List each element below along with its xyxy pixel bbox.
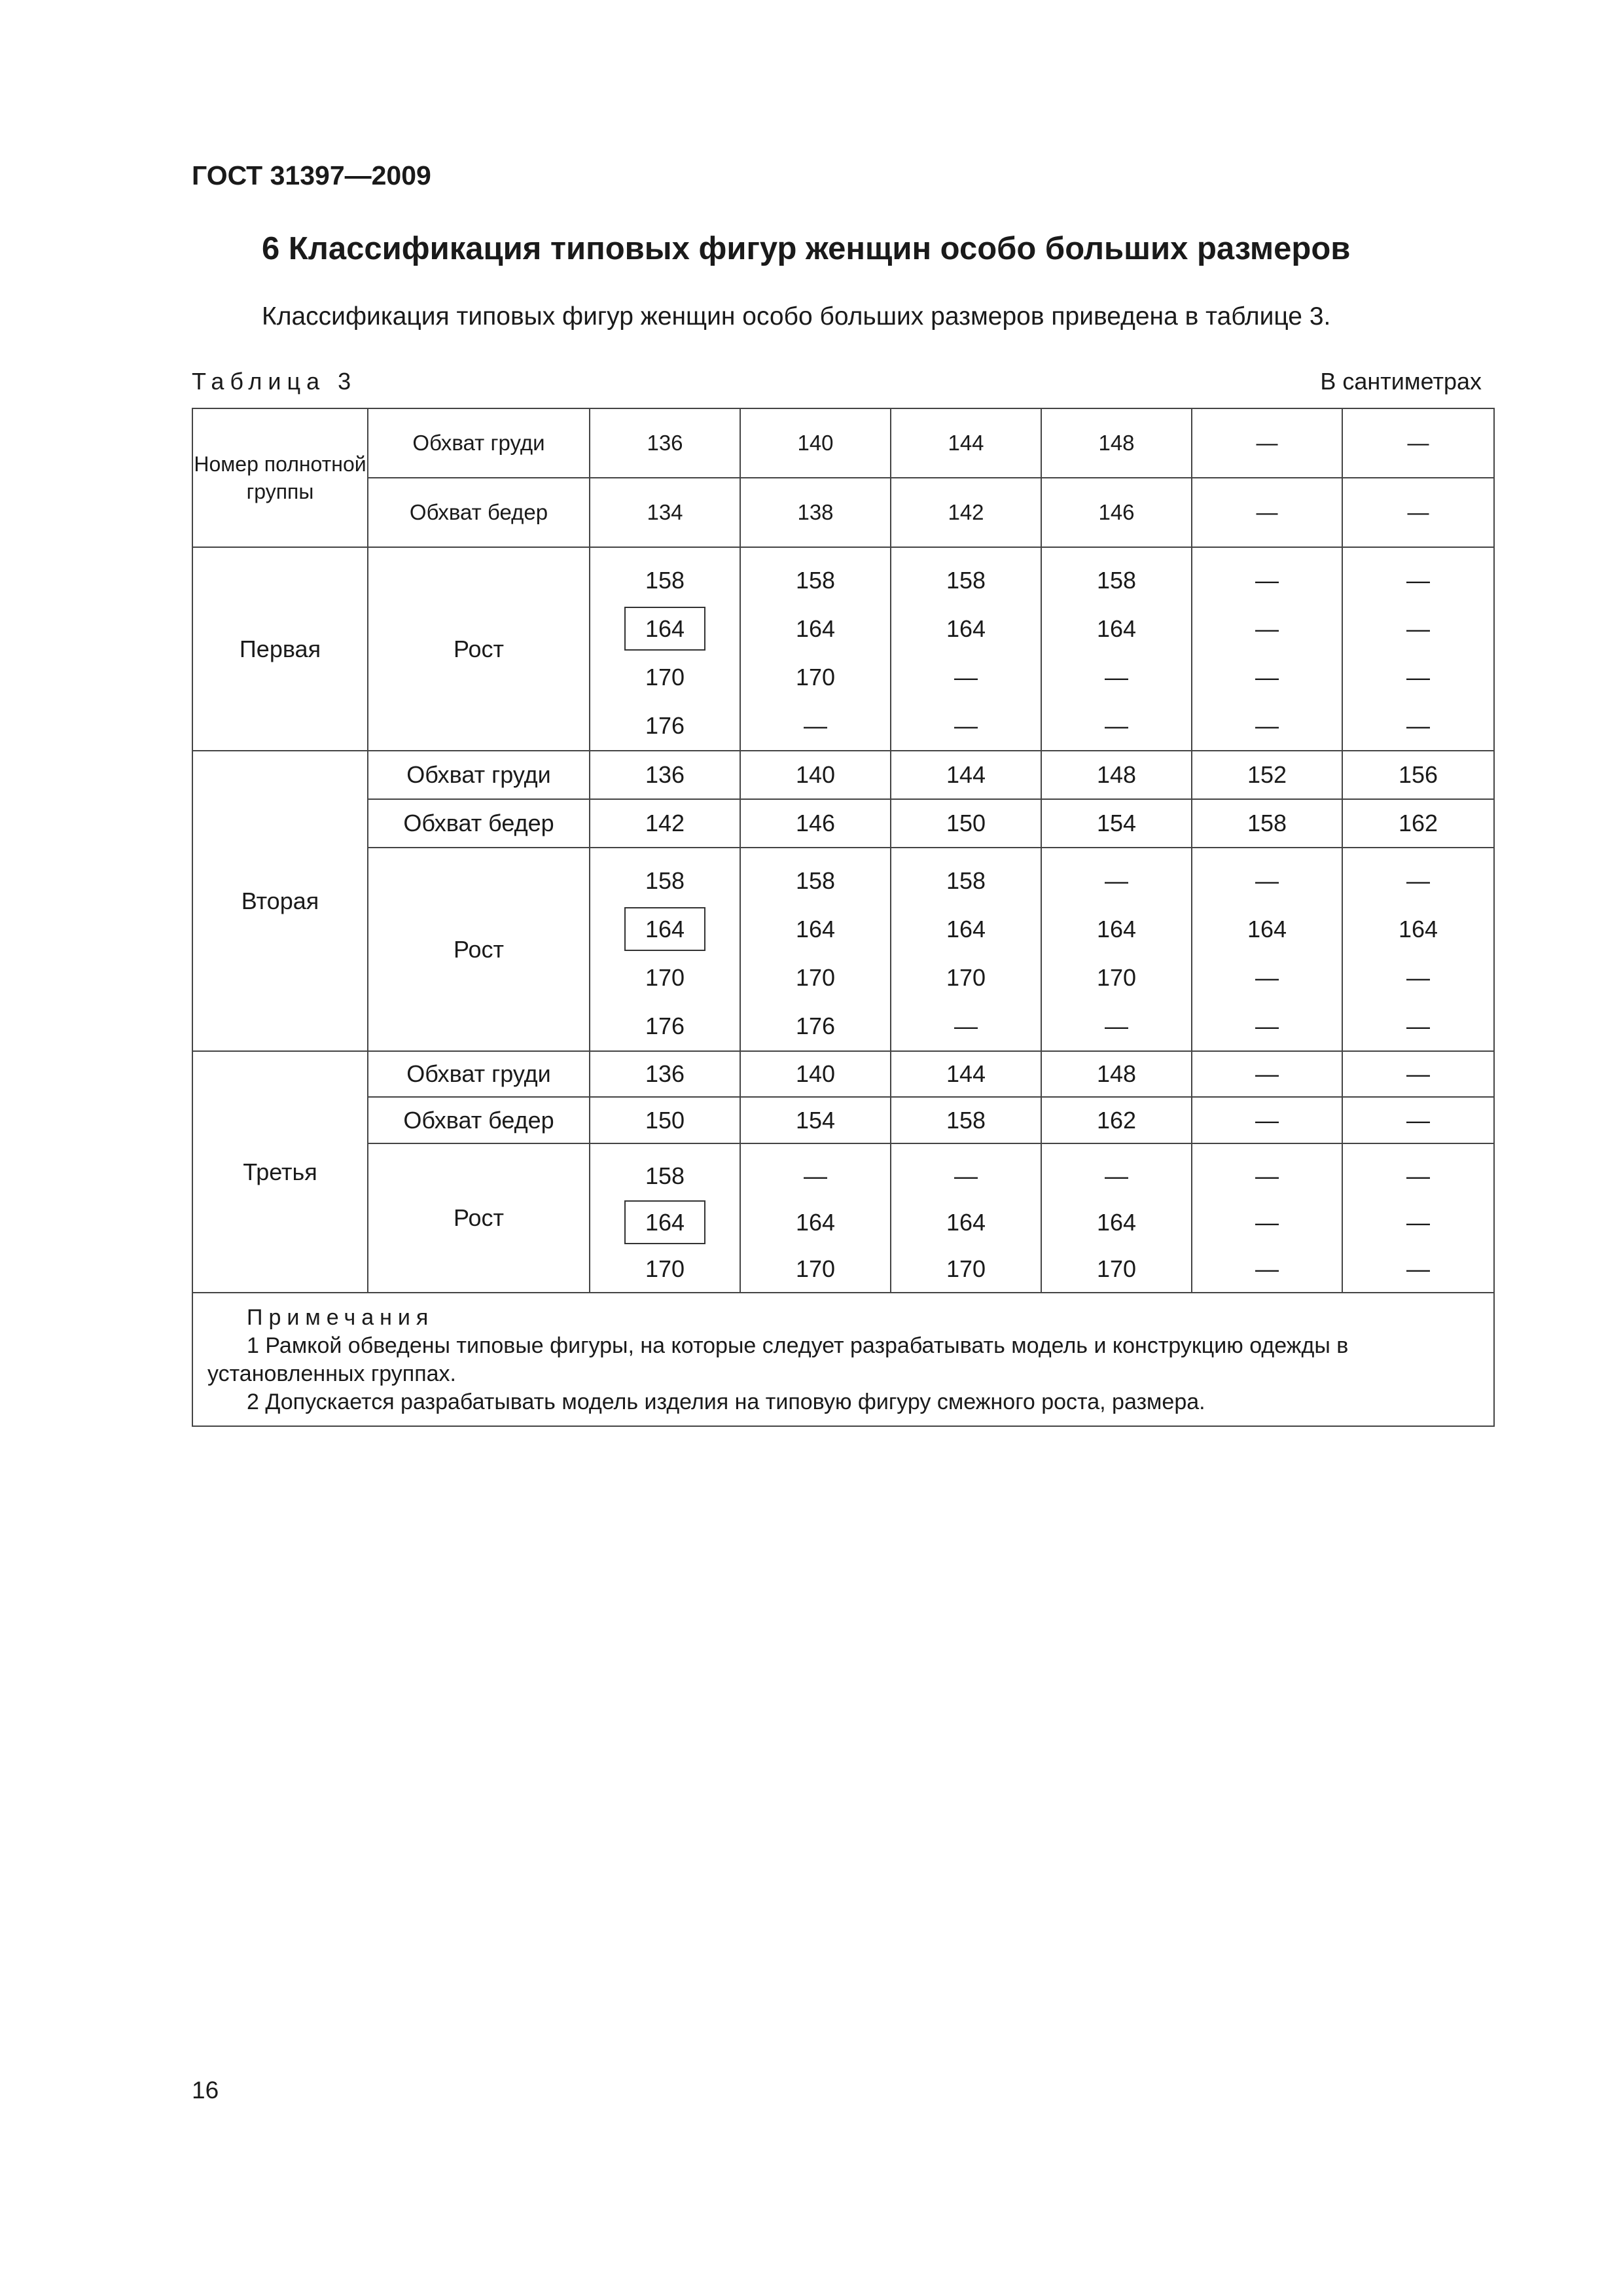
- hip-cell: —: [1192, 1097, 1342, 1143]
- header-chest-cell: 144: [891, 408, 1041, 478]
- hip-label: Обхват бедер: [368, 1097, 590, 1143]
- chest-cell: 144: [891, 751, 1041, 799]
- group-row-second-heights: [192, 848, 1494, 1051]
- height-value: —: [1105, 712, 1128, 739]
- height-value: —: [954, 664, 978, 691]
- height-value: 164: [1096, 615, 1137, 642]
- header-hip-cell: 138: [740, 478, 891, 547]
- height-value: 164: [946, 916, 986, 942]
- chest-cell: 148: [1041, 1051, 1192, 1097]
- header-chest-cell: —: [1192, 408, 1342, 478]
- height-value: —: [1406, 712, 1430, 739]
- note-item: 2 Допускается разрабатывать модель изделия на типовую фигуру смежного роста, размера.: [247, 1390, 1205, 1414]
- height-value: —: [1406, 567, 1430, 594]
- height-column: [740, 1143, 891, 1293]
- group-row-first: [192, 547, 1494, 751]
- height-value: —: [1255, 1013, 1279, 1039]
- height-column: [891, 848, 1041, 1051]
- height-value: 158: [946, 867, 986, 894]
- height-column: [590, 547, 740, 751]
- page-number: 16: [192, 2077, 219, 2104]
- height-value: 170: [946, 1255, 986, 1282]
- header-hip-cell: —: [1192, 478, 1342, 547]
- height-value: 176: [645, 712, 685, 739]
- hip-cell: 154: [1041, 799, 1192, 848]
- height-value: 170: [795, 1255, 836, 1282]
- hip-cell: —: [1342, 1097, 1494, 1143]
- height-value: 170: [795, 964, 836, 991]
- height-value: 164: [795, 916, 836, 942]
- header-hip-cell: 146: [1041, 478, 1192, 547]
- height-value: —: [804, 712, 827, 739]
- hip-cell: 142: [590, 799, 740, 848]
- height-value-boxed: 164: [590, 1199, 740, 1246]
- height-value: 164: [1247, 916, 1287, 942]
- header-chest-cell: 148: [1041, 408, 1192, 478]
- header-hip-cell: —: [1342, 478, 1494, 547]
- hip-label: Обхват бедер: [368, 799, 590, 848]
- document-code: ГОСТ 31397—2009: [192, 160, 431, 190]
- hip-cell: 158: [891, 1097, 1041, 1143]
- height-value: 170: [645, 964, 685, 991]
- height-column: [740, 547, 891, 751]
- height-value: 170: [645, 664, 685, 691]
- hip-cell: 146: [740, 799, 891, 848]
- height-column: [891, 1143, 1041, 1293]
- height-value: —: [1255, 664, 1279, 691]
- chest-label: Обхват груди: [368, 751, 590, 799]
- size-classification-table: [192, 408, 1495, 1427]
- height-value: 164: [1398, 916, 1438, 942]
- height-value: 158: [1096, 567, 1137, 594]
- height-value: —: [1105, 867, 1128, 894]
- height-value-boxed: 164: [590, 905, 740, 954]
- notes-row: [192, 1293, 1494, 1426]
- height-column: [1342, 1143, 1494, 1293]
- note-item: 1 Рамкой обведены типовые фигуры, на которые следует разрабатывать модель и конструкцию одежды в установленных группах.: [207, 1333, 1349, 1386]
- height-value: 170: [1096, 1255, 1137, 1282]
- height-value: 164: [1096, 916, 1137, 942]
- height-value: —: [954, 1013, 978, 1039]
- header-chest-cell: 140: [740, 408, 891, 478]
- height-column: [1041, 848, 1192, 1051]
- height-column: [1041, 1143, 1192, 1293]
- height-column: [1342, 848, 1494, 1051]
- height-value: —: [1255, 1255, 1279, 1282]
- header-group-label: Номер полнотной группы: [192, 408, 368, 547]
- chest-cell: 136: [590, 751, 740, 799]
- height-value: —: [1255, 712, 1279, 739]
- height-value: 164: [795, 1209, 836, 1236]
- height-value: 164: [795, 615, 836, 642]
- table-units: В сантиметрах: [1320, 368, 1482, 395]
- height-column: [1192, 848, 1342, 1051]
- notes-heading: Примечания: [247, 1305, 435, 1330]
- height-value: 158: [946, 567, 986, 594]
- height-value-boxed: 164: [590, 605, 740, 653]
- chest-cell: 136: [590, 1051, 740, 1097]
- height-value: 158: [645, 867, 685, 894]
- height-value: —: [1255, 964, 1279, 991]
- height-value: —: [1406, 867, 1430, 894]
- height-value: —: [1406, 664, 1430, 691]
- chest-label: Обхват груди: [368, 1051, 590, 1097]
- group-name: Третья: [192, 1051, 368, 1293]
- intro-paragraph: Классификация типовых фигур женщин особо больших размеров приведена в таблице 3.: [262, 302, 1331, 331]
- height-value: —: [954, 1162, 978, 1189]
- chest-cell: 156: [1342, 751, 1494, 799]
- group-row-third-heights: [192, 1143, 1494, 1293]
- hip-cell: 162: [1342, 799, 1494, 848]
- height-column: [1192, 547, 1342, 751]
- chest-cell: 148: [1041, 751, 1192, 799]
- height-value: —: [1406, 1162, 1430, 1189]
- height-value: 158: [645, 567, 685, 594]
- height-value: 170: [795, 664, 836, 691]
- header-chest-cell: —: [1342, 408, 1494, 478]
- height-value: —: [1255, 867, 1279, 894]
- chest-cell: 140: [740, 751, 891, 799]
- height-value: 170: [946, 964, 986, 991]
- height-column: [1041, 547, 1192, 751]
- header-hip-cell: 134: [590, 478, 740, 547]
- height-value: —: [1406, 1255, 1430, 1282]
- header-chest-cell: 136: [590, 408, 740, 478]
- height-value: —: [1406, 615, 1430, 642]
- height-value: —: [1406, 1209, 1430, 1236]
- group-row-third-chest: [192, 1051, 1494, 1097]
- hip-cell: 154: [740, 1097, 891, 1143]
- height-column: [891, 547, 1041, 751]
- table-caption: Таблица 3: [192, 368, 357, 395]
- height-label: Рост: [368, 848, 590, 1051]
- height-value: —: [1255, 615, 1279, 642]
- hip-cell: 150: [891, 799, 1041, 848]
- table-notes: [192, 1293, 1494, 1426]
- chest-cell: 152: [1192, 751, 1342, 799]
- header-chest-label: Обхват груди: [368, 408, 590, 478]
- chest-cell: —: [1192, 1051, 1342, 1097]
- height-column: [590, 1143, 740, 1293]
- height-value: 158: [795, 867, 836, 894]
- table-header-row: [192, 478, 1494, 547]
- height-value: —: [1105, 1162, 1128, 1189]
- chest-cell: —: [1342, 1051, 1494, 1097]
- height-value: 164: [1096, 1209, 1137, 1236]
- height-value: —: [1255, 1162, 1279, 1189]
- height-value: 158: [795, 567, 836, 594]
- height-value: 170: [1096, 964, 1137, 991]
- group-row-second-chest: [192, 751, 1494, 799]
- height-value: 170: [645, 1255, 685, 1282]
- hip-cell: 162: [1041, 1097, 1192, 1143]
- height-value: 176: [645, 1013, 685, 1039]
- height-column: [1192, 1143, 1342, 1293]
- height-column: [1342, 547, 1494, 751]
- height-label: Рост: [368, 1143, 590, 1293]
- chest-cell: 140: [740, 1051, 891, 1097]
- height-value: —: [1105, 1013, 1128, 1039]
- header-hip-label: Обхват бедер: [368, 478, 590, 547]
- height-label: Рост: [368, 547, 590, 751]
- hip-cell: 158: [1192, 799, 1342, 848]
- group-row-third-hip: [192, 1097, 1494, 1143]
- hip-cell: 150: [590, 1097, 740, 1143]
- table-header-row: [192, 408, 1494, 478]
- group-name: Первая: [192, 547, 368, 751]
- height-value: —: [1105, 664, 1128, 691]
- height-column: [590, 848, 740, 1051]
- height-value: —: [804, 1162, 827, 1189]
- chest-cell: 144: [891, 1051, 1041, 1097]
- group-row-second-hip: [192, 799, 1494, 848]
- height-value: 158: [645, 1162, 685, 1189]
- height-value: 176: [795, 1013, 836, 1039]
- height-value: 164: [946, 615, 986, 642]
- height-value: —: [1255, 567, 1279, 594]
- height-value: —: [1406, 1013, 1430, 1039]
- section-title: 6 Классификация типовых фигур женщин особо больших размеров: [262, 231, 1351, 266]
- header-hip-cell: 142: [891, 478, 1041, 547]
- height-value: 164: [946, 1209, 986, 1236]
- height-value: —: [954, 712, 978, 739]
- height-value: —: [1406, 964, 1430, 991]
- height-column: [740, 848, 891, 1051]
- height-value: —: [1255, 1209, 1279, 1236]
- group-name: Вторая: [192, 751, 368, 1051]
